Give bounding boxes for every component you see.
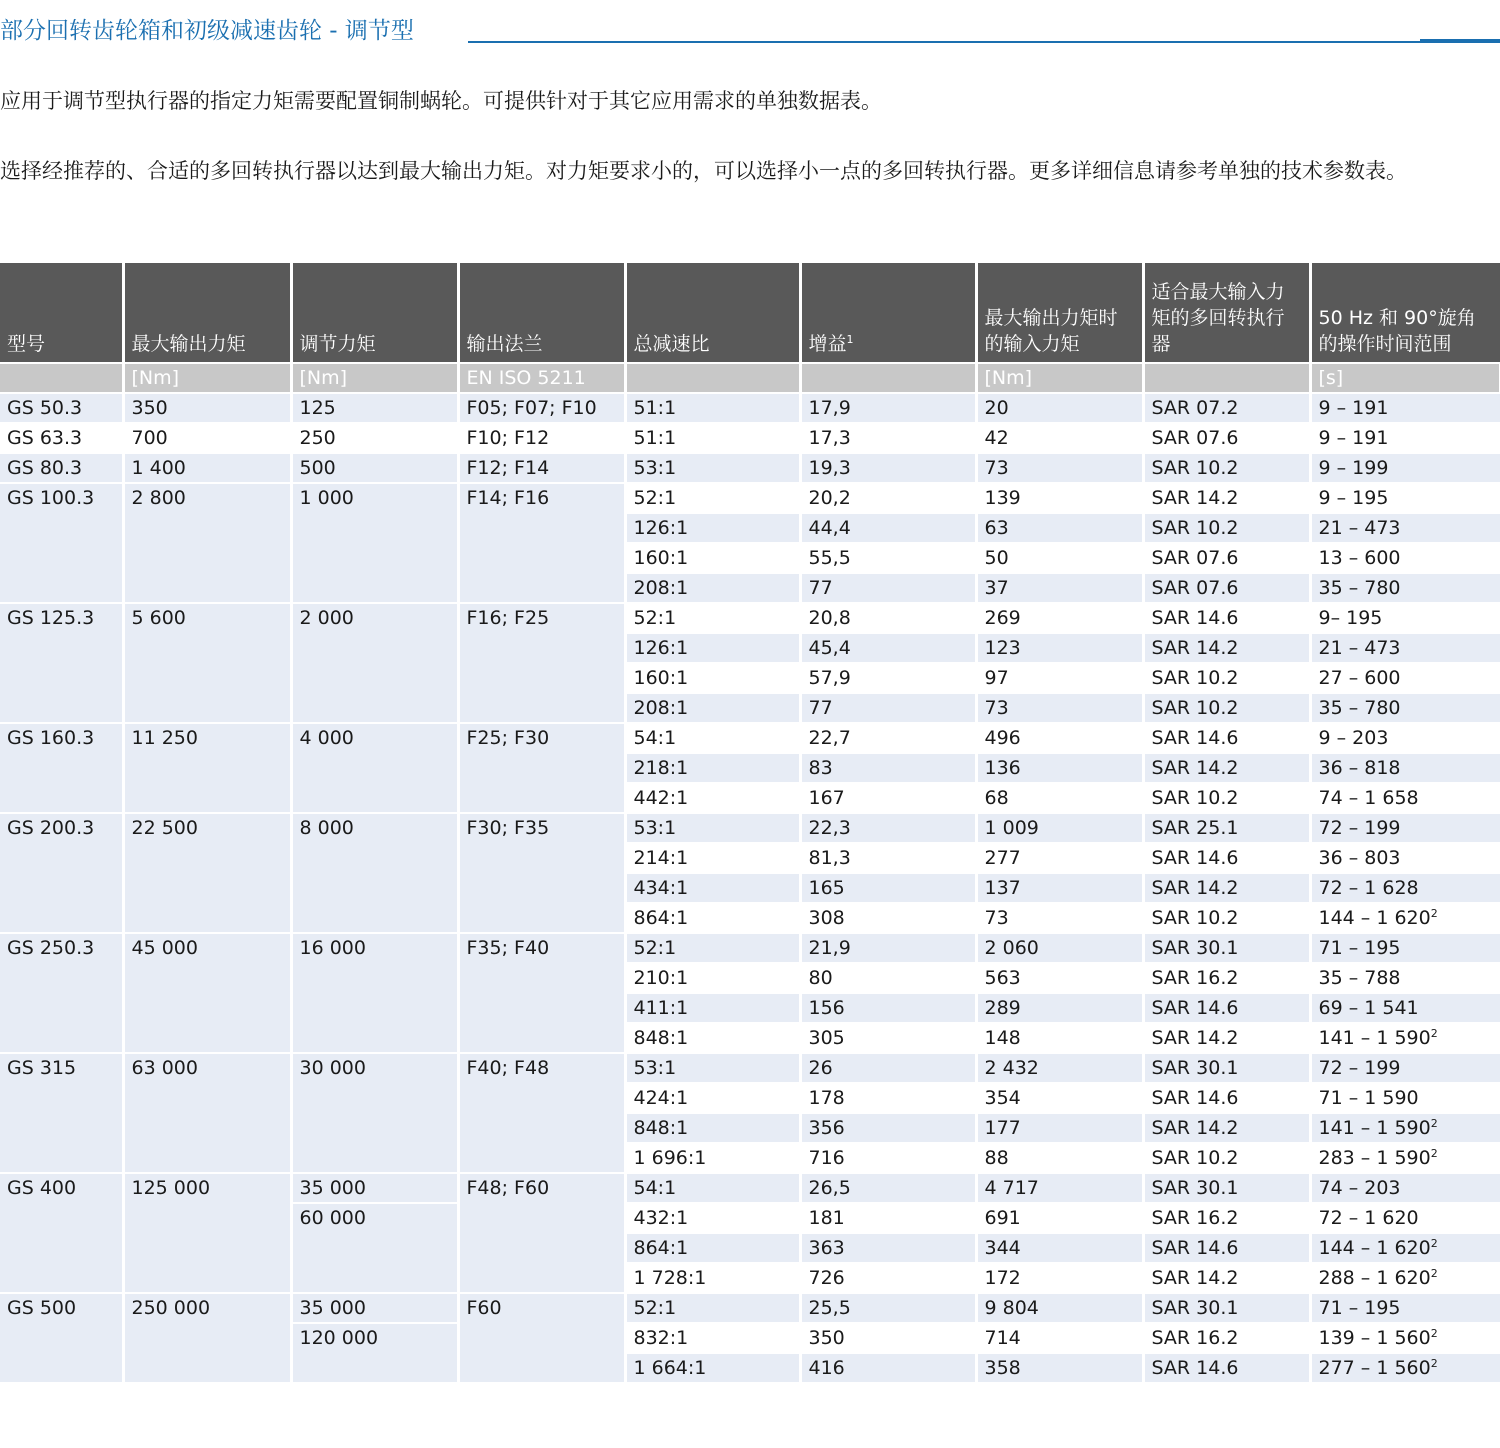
cell-flange: F25; F30: [458, 723, 625, 813]
cell-max-torque: 5 600: [123, 603, 291, 723]
cell-ratio: 52:1: [625, 933, 800, 963]
unit-cell: [s]: [1310, 363, 1500, 393]
cell-ratio: 208:1: [625, 693, 800, 723]
cell-input-torque: 136: [976, 753, 1143, 783]
cell-operating-time: [1310, 393, 1500, 423]
operating-time-value: 72 – 1 620: [1318, 1207, 1419, 1229]
cell-operating-time: [1310, 1293, 1500, 1323]
cell-operating-time: [1310, 813, 1500, 843]
cell-gain: 726: [800, 1263, 976, 1293]
cell-model: GS 50.3: [0, 393, 123, 423]
cell-gain: 80: [800, 963, 976, 993]
cell-model: GS 400: [0, 1173, 123, 1293]
cell-actuator: SAR 30.1: [1143, 1293, 1310, 1323]
cell-gain: 20,2: [800, 483, 976, 513]
cell-actuator: SAR 30.1: [1143, 1173, 1310, 1203]
cell-actuator: SAR 10.2: [1143, 1143, 1310, 1173]
operating-time-value: 36 – 803: [1318, 847, 1401, 869]
operating-time-value: 13 – 600: [1318, 547, 1401, 569]
footnote-mark: 2: [1430, 1357, 1438, 1370]
cell-max-torque: 350: [123, 393, 291, 423]
cell-actuator: SAR 07.6: [1143, 573, 1310, 603]
cell-input-torque: 88: [976, 1143, 1143, 1173]
cell-operating-time: [1310, 1173, 1500, 1203]
cell-operating-time: [1310, 903, 1500, 933]
unit-cell: EN ISO 5211: [458, 363, 625, 393]
cell-operating-time: [1310, 1053, 1500, 1083]
cell-actuator: SAR 10.2: [1143, 903, 1310, 933]
cell-input-torque: 20: [976, 393, 1143, 423]
unit-cell: [Nm]: [976, 363, 1143, 393]
cell-ratio: 1 664:1: [625, 1353, 800, 1383]
col-header-model: 型号: [0, 263, 123, 363]
cell-input-torque: 269: [976, 603, 1143, 633]
cell-regulating-torque: 250: [291, 423, 458, 453]
cell-actuator: SAR 14.2: [1143, 483, 1310, 513]
cell-ratio: 126:1: [625, 513, 800, 543]
cell-input-torque: 137: [976, 873, 1143, 903]
cell-input-torque: 37: [976, 573, 1143, 603]
cell-max-torque: 250 000: [123, 1293, 291, 1383]
cell-model: GS 315: [0, 1053, 123, 1173]
cell-input-torque: 1 009: [976, 813, 1143, 843]
cell-gain: 167: [800, 783, 976, 813]
cell-actuator: SAR 14.2: [1143, 873, 1310, 903]
cell-input-torque: 139: [976, 483, 1143, 513]
cell-input-torque: 73: [976, 903, 1143, 933]
cell-flange: F40; F48: [458, 1053, 625, 1173]
table-row: [0, 423, 1500, 453]
cell-input-torque: 172: [976, 1263, 1143, 1293]
cell-model: GS 250.3: [0, 933, 123, 1053]
cell-operating-time: [1310, 1113, 1500, 1143]
col-header-actuator: 适合最大输入力矩的多回转执行器: [1143, 263, 1310, 363]
table-row: [0, 483, 1500, 513]
operating-time-value: 144 – 1 620: [1318, 907, 1431, 929]
header-rule-accent: [1420, 39, 1500, 42]
cell-actuator: SAR 14.6: [1143, 993, 1310, 1023]
cell-regulating-torque: 16 000: [291, 933, 458, 1053]
cell-input-torque: 73: [976, 693, 1143, 723]
cell-gain: 21,9: [800, 933, 976, 963]
operating-time-value: 9 – 191: [1318, 397, 1389, 419]
operating-time-value: 139 – 1 560: [1318, 1327, 1431, 1349]
cell-flange: F35; F40: [458, 933, 625, 1053]
cell-gain: 45,4: [800, 633, 976, 663]
cell-input-torque: 177: [976, 1113, 1143, 1143]
cell-operating-time: [1310, 693, 1500, 723]
table-row: [0, 453, 1500, 483]
cell-ratio: 848:1: [625, 1113, 800, 1143]
cell-actuator: SAR 10.2: [1143, 693, 1310, 723]
cell-actuator: SAR 07.6: [1143, 543, 1310, 573]
cell-operating-time: [1310, 663, 1500, 693]
cell-actuator: SAR 14.2: [1143, 633, 1310, 663]
cell-max-torque: 700: [123, 423, 291, 453]
cell-actuator: SAR 14.6: [1143, 1083, 1310, 1113]
cell-model: GS 125.3: [0, 603, 123, 723]
operating-time-value: 71 – 195: [1318, 937, 1401, 959]
cell-gain: 17,9: [800, 393, 976, 423]
cell-ratio: 864:1: [625, 903, 800, 933]
operating-time-value: 9 – 199: [1318, 457, 1389, 479]
spec-table: [0, 263, 1500, 1384]
col-header-operating-time: 50 Hz 和 90°旋角的操作时间范围: [1310, 263, 1500, 363]
cell-model: GS 500: [0, 1293, 123, 1383]
operating-time-value: 74 – 203: [1318, 1177, 1401, 1199]
cell-gain: 416: [800, 1353, 976, 1383]
cell-ratio: 53:1: [625, 813, 800, 843]
operating-time-value: 277 – 1 560: [1318, 1357, 1431, 1379]
cell-operating-time: [1310, 483, 1500, 513]
operating-time-value: 9– 195: [1318, 607, 1383, 629]
cell-input-torque: 50: [976, 543, 1143, 573]
cell-input-torque: 496: [976, 723, 1143, 753]
cell-gain: 77: [800, 573, 976, 603]
cell-actuator: SAR 10.2: [1143, 783, 1310, 813]
cell-gain: 165: [800, 873, 976, 903]
cell-operating-time: [1310, 843, 1500, 873]
operating-time-value: 21 – 473: [1318, 517, 1401, 539]
col-header-flange: 输出法兰: [458, 263, 625, 363]
operating-time-value: 283 – 1 590: [1318, 1147, 1431, 1169]
cell-ratio: 54:1: [625, 723, 800, 753]
cell-flange: F16; F25: [458, 603, 625, 723]
unit-cell: [800, 363, 976, 393]
col-header-input-torque: 最大输出力矩时的输入力矩: [976, 263, 1143, 363]
cell-gain: 178: [800, 1083, 976, 1113]
cell-operating-time: [1310, 993, 1500, 1023]
cell-ratio: 126:1: [625, 633, 800, 663]
cell-ratio: 160:1: [625, 543, 800, 573]
cell-gain: 305: [800, 1023, 976, 1053]
cell-actuator: SAR 14.6: [1143, 603, 1310, 633]
cell-model: GS 160.3: [0, 723, 123, 813]
col-header-max-torque: 最大输出力矩: [123, 263, 291, 363]
cell-gain: 308: [800, 903, 976, 933]
cell-operating-time: [1310, 1263, 1500, 1293]
operating-time-value: 141 – 1 590: [1318, 1027, 1431, 1049]
cell-regulating-torque: 35 000: [291, 1293, 458, 1323]
operating-time-value: 9 – 195: [1318, 487, 1389, 509]
cell-operating-time: [1310, 1233, 1500, 1263]
unit-cell: [625, 363, 800, 393]
cell-operating-time: [1310, 453, 1500, 483]
table-row: [0, 393, 1500, 423]
cell-ratio: 54:1: [625, 1173, 800, 1203]
cell-operating-time: [1310, 963, 1500, 993]
col-header-ratio: 总减速比: [625, 263, 800, 363]
cell-operating-time: [1310, 1203, 1500, 1233]
cell-input-torque: 9 804: [976, 1293, 1143, 1323]
cell-actuator: SAR 25.1: [1143, 813, 1310, 843]
cell-gain: 26,5: [800, 1173, 976, 1203]
cell-ratio: 1 728:1: [625, 1263, 800, 1293]
cell-input-torque: 714: [976, 1323, 1143, 1353]
cell-max-torque: 22 500: [123, 813, 291, 933]
cell-actuator: SAR 14.6: [1143, 723, 1310, 753]
cell-gain: 17,3: [800, 423, 976, 453]
cell-actuator: SAR 10.2: [1143, 663, 1310, 693]
cell-regulating-torque: 500: [291, 453, 458, 483]
cell-ratio: 832:1: [625, 1323, 800, 1353]
cell-ratio: 52:1: [625, 1293, 800, 1323]
cell-ratio: 160:1: [625, 663, 800, 693]
cell-operating-time: [1310, 423, 1500, 453]
cell-gain: 350: [800, 1323, 976, 1353]
table-row: [0, 1173, 1500, 1203]
units-row: [0, 363, 1500, 393]
cell-ratio: 848:1: [625, 1023, 800, 1053]
cell-operating-time: [1310, 573, 1500, 603]
cell-regulating-torque: 2 000: [291, 603, 458, 723]
cell-input-torque: 68: [976, 783, 1143, 813]
cell-input-torque: 97: [976, 663, 1143, 693]
gain-label: 增益: [808, 333, 847, 355]
cell-operating-time: [1310, 633, 1500, 663]
cell-regulating-torque: 35 000: [291, 1173, 458, 1203]
cell-gain: 363: [800, 1233, 976, 1263]
cell-actuator: SAR 30.1: [1143, 933, 1310, 963]
page-header: [0, 14, 1500, 48]
cell-ratio: 208:1: [625, 573, 800, 603]
cell-gain: 44,4: [800, 513, 976, 543]
cell-ratio: 53:1: [625, 1053, 800, 1083]
cell-actuator: SAR 07.6: [1143, 423, 1310, 453]
cell-regulating-torque: 125: [291, 393, 458, 423]
cell-max-torque: 45 000: [123, 933, 291, 1053]
cell-ratio: 52:1: [625, 483, 800, 513]
cell-input-torque: 123: [976, 633, 1143, 663]
cell-operating-time: [1310, 1143, 1500, 1173]
cell-actuator: SAR 16.2: [1143, 1203, 1310, 1233]
cell-input-torque: 358: [976, 1353, 1143, 1383]
cell-gain: 83: [800, 753, 976, 783]
col-header-gain: [800, 263, 976, 363]
cell-input-torque: 2 432: [976, 1053, 1143, 1083]
operating-time-value: 9 – 191: [1318, 427, 1389, 449]
cell-input-torque: 563: [976, 963, 1143, 993]
cell-gain: 181: [800, 1203, 976, 1233]
cell-input-torque: 289: [976, 993, 1143, 1023]
cell-actuator: SAR 30.1: [1143, 1053, 1310, 1083]
operating-time-value: 74 – 1 658: [1318, 787, 1419, 809]
table-row: [0, 933, 1500, 963]
footnote-mark: 2: [1430, 1237, 1438, 1250]
cell-ratio: 51:1: [625, 393, 800, 423]
unit-cell: [Nm]: [123, 363, 291, 393]
spec-table-body: [0, 393, 1500, 1383]
cell-ratio: 210:1: [625, 963, 800, 993]
cell-ratio: 218:1: [625, 753, 800, 783]
cell-flange: F48; F60: [458, 1173, 625, 1293]
cell-input-torque: 691: [976, 1203, 1143, 1233]
cell-ratio: 442:1: [625, 783, 800, 813]
cell-flange: F05; F07; F10: [458, 393, 625, 423]
cell-gain: 22,3: [800, 813, 976, 843]
cell-ratio: 1 696:1: [625, 1143, 800, 1173]
cell-regulating-torque: 60 000: [291, 1203, 458, 1293]
cell-max-torque: 11 250: [123, 723, 291, 813]
operating-time-value: 71 – 195: [1318, 1297, 1401, 1319]
page-title: 部分回转齿轮箱和初级减速齿轮 - 调节型: [0, 18, 414, 44]
operating-time-value: 72 – 199: [1318, 817, 1401, 839]
cell-actuator: SAR 14.2: [1143, 753, 1310, 783]
footnote-mark: 2: [1430, 1327, 1438, 1340]
cell-flange: F60: [458, 1293, 625, 1383]
cell-operating-time: [1310, 543, 1500, 573]
cell-gain: 19,3: [800, 453, 976, 483]
cell-flange: F30; F35: [458, 813, 625, 933]
cell-model: GS 200.3: [0, 813, 123, 933]
operating-time-value: 27 – 600: [1318, 667, 1401, 689]
operating-time-value: 71 – 1 590: [1318, 1087, 1419, 1109]
cell-regulating-torque: 30 000: [291, 1053, 458, 1173]
cell-operating-time: [1310, 1023, 1500, 1053]
table-row: [0, 1053, 1500, 1083]
cell-actuator: SAR 14.6: [1143, 1353, 1310, 1383]
cell-actuator: SAR 14.6: [1143, 1233, 1310, 1263]
cell-actuator: SAR 14.2: [1143, 1023, 1310, 1053]
footnote-mark: 2: [1430, 1147, 1438, 1160]
cell-max-torque: 63 000: [123, 1053, 291, 1173]
cell-operating-time: [1310, 783, 1500, 813]
cell-ratio: 411:1: [625, 993, 800, 1023]
operating-time-value: 9 – 203: [1318, 727, 1389, 749]
operating-time-value: 72 – 199: [1318, 1057, 1401, 1079]
cell-regulating-torque: 120 000: [291, 1323, 458, 1383]
cell-gain: 22,7: [800, 723, 976, 753]
operating-time-value: 69 – 1 541: [1318, 997, 1419, 1019]
gain-footnote: 1: [846, 333, 854, 346]
cell-operating-time: [1310, 1353, 1500, 1383]
cell-operating-time: [1310, 933, 1500, 963]
intro-paragraph-1: 应用于调节型执行器的指定力矩需要配置铜制蜗轮。可提供针对于其它应用需求的单独数据表。: [0, 89, 882, 113]
cell-input-torque: 354: [976, 1083, 1143, 1113]
cell-input-torque: 73: [976, 453, 1143, 483]
intro-paragraph-2: 选择经推荐的、合适的多回转执行器以达到最大输出力矩。对力矩要求小的，可以选择小一点的多回转执行器。更多详细信息请参考单独的技术参数表。: [0, 159, 1407, 183]
cell-gain: 156: [800, 993, 976, 1023]
cell-actuator: SAR 07.2: [1143, 393, 1310, 423]
cell-operating-time: [1310, 603, 1500, 633]
cell-ratio: 53:1: [625, 453, 800, 483]
cell-ratio: 214:1: [625, 843, 800, 873]
header-row: [0, 263, 1500, 363]
cell-actuator: SAR 16.2: [1143, 963, 1310, 993]
cell-input-torque: 2 060: [976, 933, 1143, 963]
cell-flange: F14; F16: [458, 483, 625, 603]
cell-max-torque: 1 400: [123, 453, 291, 483]
cell-flange: F12; F14: [458, 453, 625, 483]
cell-gain: 26: [800, 1053, 976, 1083]
cell-actuator: SAR 14.2: [1143, 1263, 1310, 1293]
cell-ratio: 434:1: [625, 873, 800, 903]
cell-operating-time: [1310, 753, 1500, 783]
cell-operating-time: [1310, 873, 1500, 903]
table-row: [0, 603, 1500, 633]
cell-actuator: SAR 16.2: [1143, 1323, 1310, 1353]
cell-model: GS 100.3: [0, 483, 123, 603]
cell-actuator: SAR 10.2: [1143, 513, 1310, 543]
cell-model: GS 63.3: [0, 423, 123, 453]
header-rule: [468, 41, 1500, 43]
cell-ratio: 51:1: [625, 423, 800, 453]
cell-ratio: 424:1: [625, 1083, 800, 1113]
cell-gain: 25,5: [800, 1293, 976, 1323]
operating-time-value: 288 – 1 620: [1318, 1267, 1431, 1289]
cell-input-torque: 148: [976, 1023, 1143, 1053]
cell-actuator: SAR 14.2: [1143, 1113, 1310, 1143]
cell-regulating-torque: 8 000: [291, 813, 458, 933]
operating-time-value: 36 – 818: [1318, 757, 1401, 779]
cell-gain: 356: [800, 1113, 976, 1143]
operating-time-value: 35 – 788: [1318, 967, 1401, 989]
footnote-mark: 2: [1430, 907, 1438, 920]
cell-gain: 57,9: [800, 663, 976, 693]
cell-gain: 55,5: [800, 543, 976, 573]
footnote-mark: 2: [1430, 1267, 1438, 1280]
operating-time-value: 35 – 780: [1318, 697, 1401, 719]
unit-cell: [1143, 363, 1310, 393]
table-row: [0, 1293, 1500, 1323]
cell-operating-time: [1310, 1083, 1500, 1113]
footnote-mark: 2: [1430, 1117, 1438, 1130]
cell-flange: F10; F12: [458, 423, 625, 453]
operating-time-value: 21 – 473: [1318, 637, 1401, 659]
cell-max-torque: 125 000: [123, 1173, 291, 1293]
cell-operating-time: [1310, 513, 1500, 543]
cell-input-torque: 277: [976, 843, 1143, 873]
cell-input-torque: 4 717: [976, 1173, 1143, 1203]
cell-gain: 20,8: [800, 603, 976, 633]
footnote-mark: 2: [1430, 1027, 1438, 1040]
operating-time-value: 141 – 1 590: [1318, 1117, 1431, 1139]
cell-regulating-torque: 4 000: [291, 723, 458, 813]
operating-time-value: 144 – 1 620: [1318, 1237, 1431, 1259]
unit-cell: [Nm]: [291, 363, 458, 393]
cell-ratio: 52:1: [625, 603, 800, 633]
cell-gain: 81,3: [800, 843, 976, 873]
cell-gain: 716: [800, 1143, 976, 1173]
cell-gain: 77: [800, 693, 976, 723]
cell-input-torque: 63: [976, 513, 1143, 543]
col-header-regulating-torque: 调节力矩: [291, 263, 458, 363]
table-row: [0, 723, 1500, 753]
table-row: [0, 813, 1500, 843]
cell-model: GS 80.3: [0, 453, 123, 483]
cell-max-torque: 2 800: [123, 483, 291, 603]
cell-regulating-torque: 1 000: [291, 483, 458, 603]
operating-time-value: 72 – 1 628: [1318, 877, 1419, 899]
cell-actuator: SAR 10.2: [1143, 453, 1310, 483]
cell-actuator: SAR 14.6: [1143, 843, 1310, 873]
cell-operating-time: [1310, 1323, 1500, 1353]
cell-ratio: 864:1: [625, 1233, 800, 1263]
operating-time-value: 35 – 780: [1318, 577, 1401, 599]
cell-operating-time: [1310, 723, 1500, 753]
cell-ratio: 432:1: [625, 1203, 800, 1233]
unit-cell: [0, 363, 123, 393]
cell-input-torque: 42: [976, 423, 1143, 453]
cell-input-torque: 344: [976, 1233, 1143, 1263]
